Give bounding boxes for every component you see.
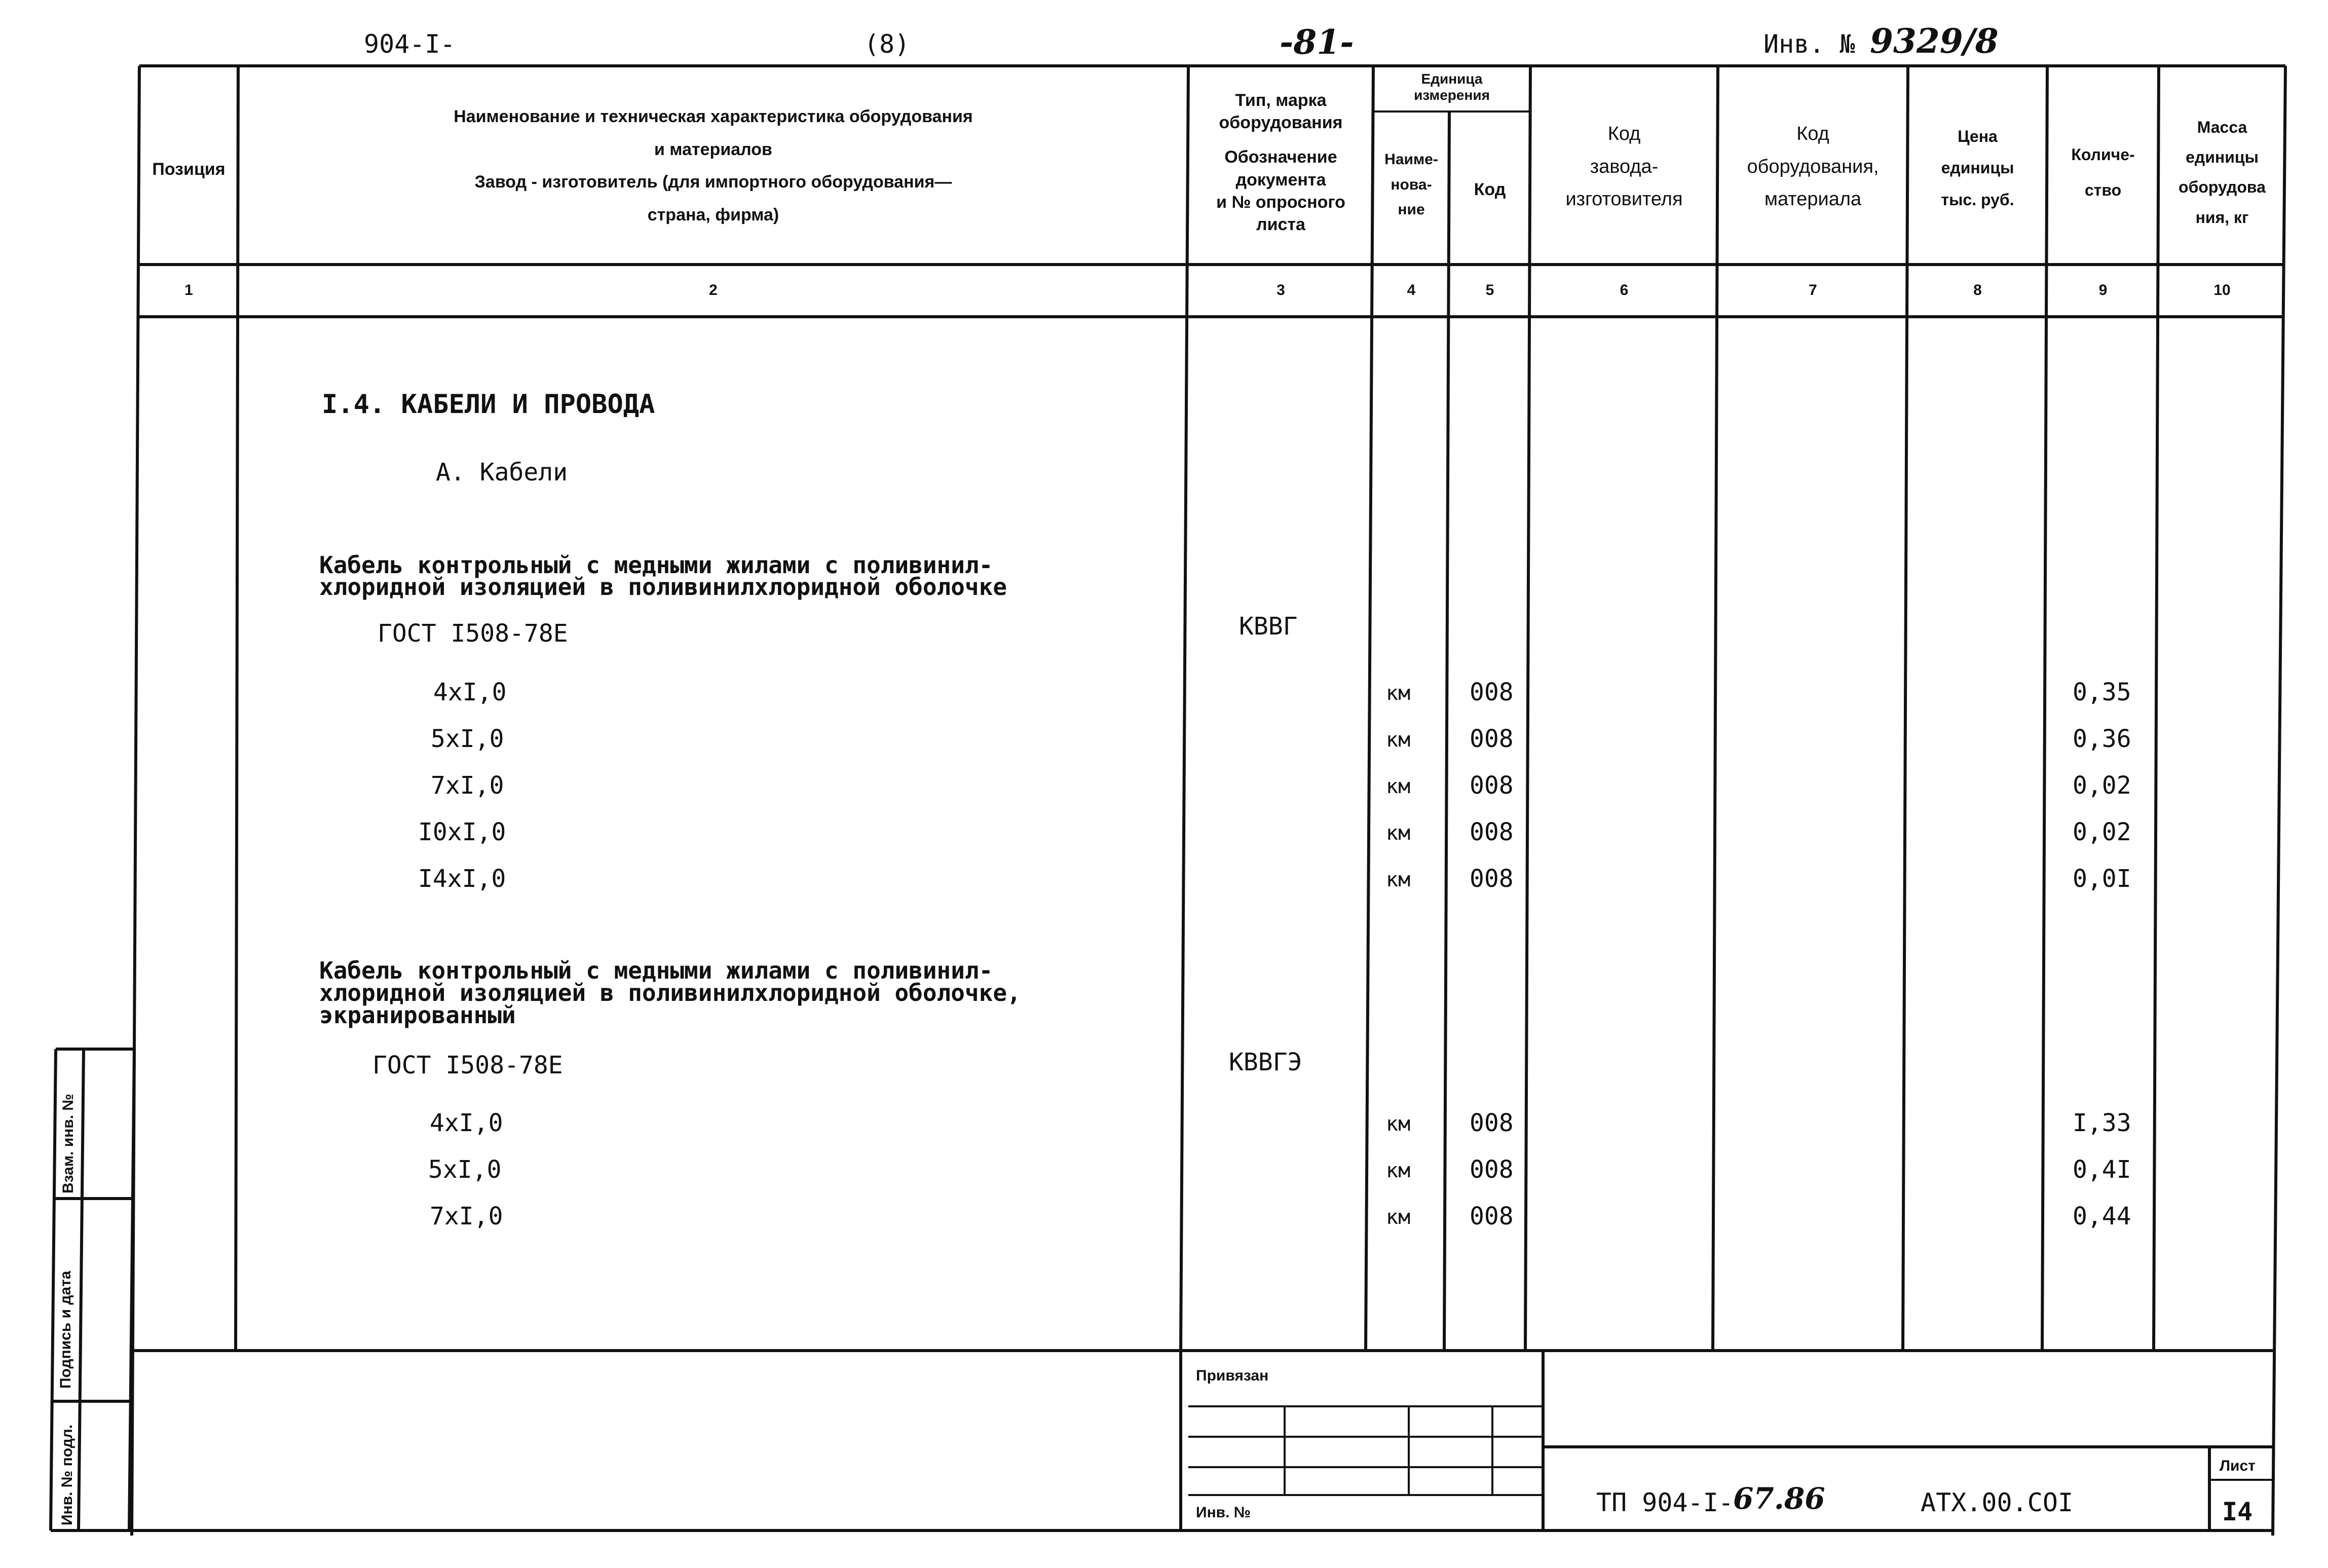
header-position [142,155,236,185]
header-unit-group [1373,71,1530,103]
header-plant-code-line3: изготовителя [1565,189,1683,210]
header-mass [2159,113,2285,233]
row-quantity: 0,02 [2073,818,2131,846]
header-mass-line4: ния, кг [2195,208,2249,227]
row-size: I0xI,0 [418,818,506,846]
row-unit: км [1386,728,1411,752]
subsection-title: А. Кабели [436,458,568,487]
group1-gost: ГОСТ I508-78Е [378,619,568,648]
col-number-3: 3 [1276,282,1285,298]
row-code: 008 [1470,678,1514,706]
part-number: (8) [864,29,910,59]
header-unit-code [1449,175,1530,205]
row-quantity: 0,4I [2073,1155,2131,1184]
header-plant-code-line2: завода- [1590,156,1659,177]
header-quantity-line2: ство [2084,181,2122,200]
group2-mark: КВВГЭ [1229,1048,1302,1076]
header-equipment-code-line2: оборудования, [1747,156,1879,177]
group1-description-line1: Кабель контрольный с медными жилами с поливинил- [319,551,993,579]
header-name-line1: Наименование и техническая характеристика оборудования [454,107,973,126]
header-plant-code-line1: Код [1607,123,1641,144]
header-price [1908,121,2047,215]
header-name-line2: и материалов [654,139,772,159]
row-unit: км [1386,1159,1411,1182]
header-mass-line1: Масса [2197,118,2247,136]
header-type-line6: листа [1256,214,1305,234]
header-type [1188,89,1373,236]
header-price-line2: единицы [1941,159,2014,177]
row-code: 008 [1470,771,1514,800]
row-unit: км [1386,822,1411,845]
header-price-line3: тыс. руб. [1941,190,2014,209]
header-mass-line2: единицы [2186,148,2259,167]
group2-description-line2: хлоридной изоляцией в поливинилхлоридной оболочке, [319,979,1021,1006]
header-unit-line1: Единица [1421,71,1483,87]
header-equipment-code-line1: Код [1796,123,1829,144]
document-designation: АТХ.00.COI [1921,1488,2074,1517]
stamp-linked-label: Привязан [1196,1367,1269,1384]
document-code-handwritten: 67.86 [1733,1481,1825,1516]
row-unit: км [1386,682,1411,705]
row-size: 5xI,0 [431,725,504,753]
row-code: 008 [1470,865,1514,893]
row-code: 008 [1470,1202,1514,1230]
group2-description-line1: Кабель контрольный с медными жилами с поливинил- [319,957,993,984]
row-size: 4xI,0 [433,678,507,706]
side-label-signature-date: Подпись и дата [57,1271,74,1389]
row-unit: км [1386,775,1411,798]
group2-description-line3: экранированный [319,1001,516,1029]
section-title: I.4. КАБЕЛИ И ПРОВОДА [322,389,655,420]
row-size: 7xI,0 [430,1202,503,1230]
col-number-10: 10 [2213,282,2231,298]
row-size: 7xI,0 [431,771,504,800]
header-position-label: Позиция [152,160,226,179]
group1-description-line2: хлоридной изоляцией в поливинилхлоридной оболочке [319,573,1007,601]
col-number-2: 2 [709,282,718,298]
col-number-7: 7 [1809,282,1817,298]
row-quantity: 0,44 [2073,1202,2131,1230]
col-number-8: 8 [1973,282,1982,298]
header-type-line4: документа [1235,170,1326,190]
header-unit-name-line3: ние [1398,201,1425,218]
inventory-label: Инв. № [1763,29,1855,59]
header-mass-line3: оборудова [2179,178,2266,197]
header-name [241,100,1186,231]
group1-mark: КВВГ [1239,612,1298,641]
side-label-replacement-inventory: Взам. инв. № [60,1094,77,1193]
header-equipment-code [1718,118,1908,216]
sheet-label: Лист [2220,1458,2256,1474]
row-quantity: 0,0I [2073,865,2131,893]
header-unit-name [1373,147,1449,222]
header-unit-line2: измерения [1414,87,1490,103]
row-size: I4xI,0 [418,865,506,893]
col-number-6: 6 [1620,282,1629,298]
header-type-line3: Обозначение [1224,147,1337,167]
header-type-line2: оборудования [1219,113,1343,133]
header-plant-code [1530,118,1718,216]
row-quantity: 0,35 [2073,678,2131,706]
row-unit: км [1386,868,1411,891]
group2-gost: ГОСТ I508-78Е [372,1051,563,1079]
row-quantity: 0,02 [2073,771,2131,800]
header-unit-code-label: Код [1474,180,1506,199]
col-number-9: 9 [2098,282,2108,298]
page-number: -81- [1280,22,1354,62]
header-type-line1: Тип, марка [1235,91,1327,110]
header-type-line5: и № опросного [1216,192,1345,212]
row-code: 008 [1470,1155,1514,1184]
header-unit-name-line2: нова- [1391,176,1432,193]
row-code: 008 [1470,1109,1514,1137]
header-price-line1: Цена [1958,127,1998,145]
row-size: 4xI,0 [430,1109,503,1137]
inventory-number: 9329/8 [1870,21,1999,61]
header-quantity [2047,137,2159,208]
header-name-line3: Завод - изготовитель (для импортного оборудования— [474,172,952,192]
sheet-number: I4 [2222,1497,2253,1526]
header-equipment-code-line3: материала [1764,189,1862,210]
document-code-prefix: ТП 904-I- [1596,1488,1734,1517]
col-number-1: 1 [184,282,193,298]
row-size: 5xI,0 [428,1155,502,1184]
row-quantity: I,33 [2073,1109,2131,1137]
header-unit-name-line1: Наиме- [1384,151,1438,168]
row-unit: км [1386,1112,1411,1136]
stamp-inventory-label: Инв. № [1196,1504,1251,1521]
row-unit: км [1386,1206,1411,1229]
col-number-5: 5 [1485,282,1494,298]
header-name-line4: страна, фирма) [647,205,779,225]
header-quantity-line1: Количе- [2071,145,2135,164]
series-number: 904-I- [364,29,456,59]
row-quantity: 0,36 [2073,725,2131,753]
row-code: 008 [1470,818,1514,846]
col-number-4: 4 [1407,282,1416,298]
side-label-original-inventory: Инв. № подл. [59,1424,76,1525]
row-code: 008 [1470,725,1514,753]
